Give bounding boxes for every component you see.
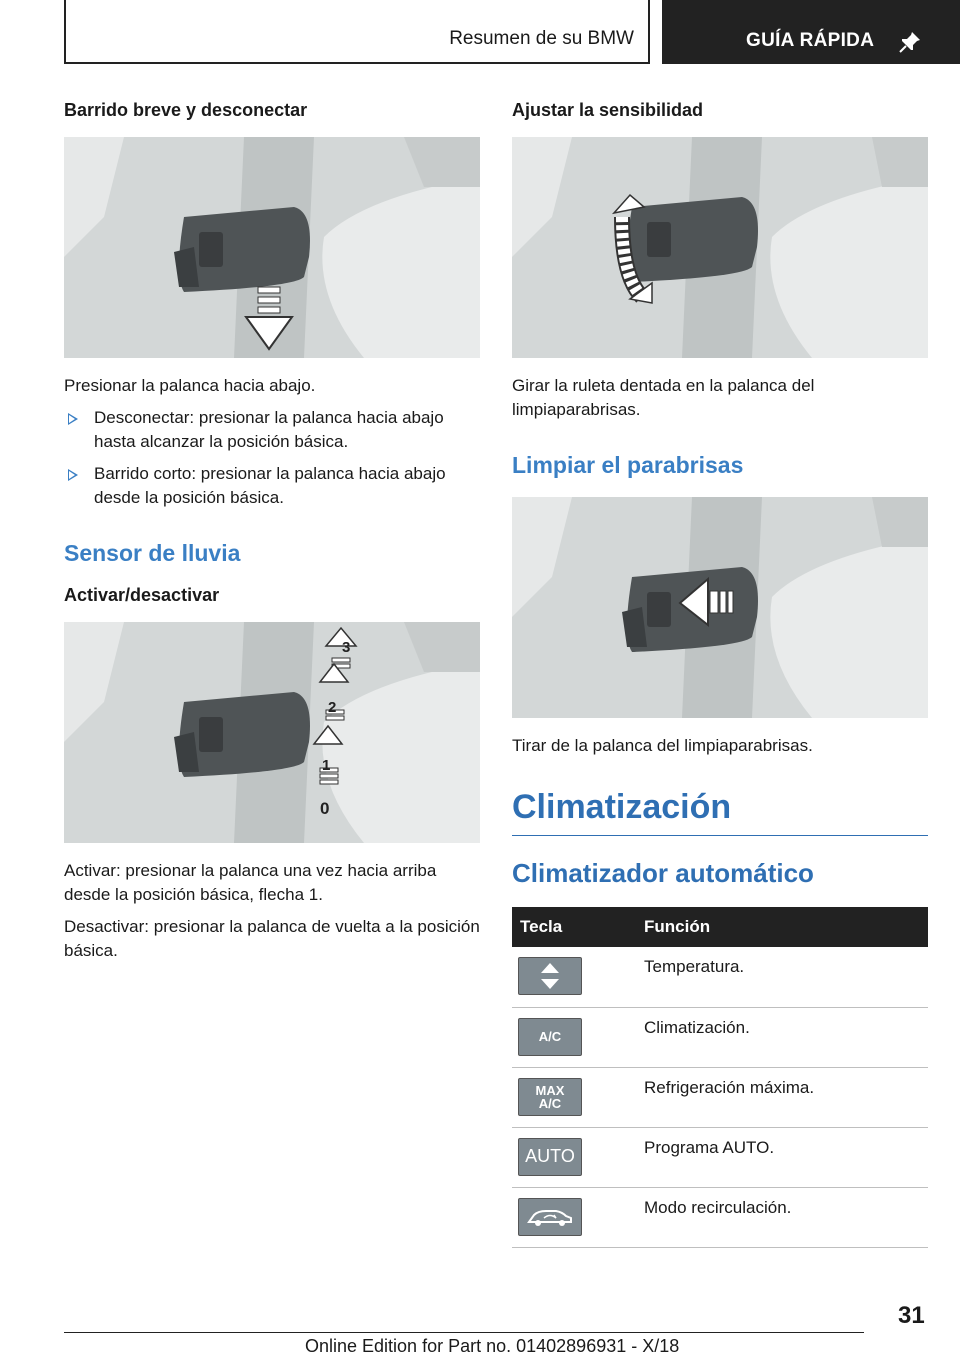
figure-label-0: 0 bbox=[320, 799, 330, 818]
header-section-box bbox=[64, 0, 650, 64]
climate-keys-table bbox=[512, 907, 928, 1248]
pushpin-icon bbox=[898, 30, 922, 54]
function-auto: Programa AUTO. bbox=[636, 1127, 928, 1187]
table-row bbox=[512, 947, 928, 1007]
function-temperature: Temperatura. bbox=[636, 947, 928, 1007]
temperature-arrows-icon bbox=[518, 957, 582, 995]
heading-activate: Activar/desactivar bbox=[64, 585, 220, 605]
paragraph-push-down: Presionar la palanca hacia abajo. bbox=[64, 376, 316, 395]
column-header-key: Tecla bbox=[512, 907, 636, 947]
function-climate: Climatización. bbox=[636, 1007, 928, 1067]
paragraph-pull-lever: Tirar de la palanca del limpiaparabrisas. bbox=[512, 736, 813, 755]
table-row bbox=[512, 1007, 928, 1067]
header-chapter-box bbox=[662, 0, 960, 64]
table-row bbox=[512, 1067, 928, 1127]
table-row bbox=[512, 1187, 928, 1247]
figure-label-2: 2 bbox=[328, 699, 337, 716]
figure-label-3: 3 bbox=[342, 639, 351, 656]
section-rain-sensor: Sensor de lluvia bbox=[64, 540, 241, 566]
page-number: 31 bbox=[898, 1302, 925, 1329]
bullet-short-wipe: Barrido corto: presionar la palanca hacia abajo desde la posición básica. bbox=[64, 462, 480, 510]
paragraph-activate: Activar: presionar la palanca una vez hacia arriba desde la posición básica, flecha 1. bbox=[64, 861, 437, 904]
footer-divider bbox=[64, 1332, 864, 1333]
left-column bbox=[64, 100, 480, 963]
heading-sensitivity: Ajustar la sensibilidad bbox=[512, 100, 704, 120]
paragraph-rotate-wheel: Girar la ruleta dentada en la palanca del limpiaparabrisas. bbox=[512, 376, 815, 419]
chapter-climate: Climatización bbox=[512, 788, 928, 836]
figure-lever-pull bbox=[512, 497, 928, 718]
bullet-disconnect: Desconectar: presionar la palanca hacia abajo hasta alcanzar la posición básica. bbox=[64, 406, 480, 454]
subchapter-auto-climate: Climatizador automático bbox=[512, 858, 814, 888]
recirculation-car-icon bbox=[518, 1198, 582, 1236]
figure-wheel-rotate bbox=[512, 137, 928, 358]
header-section-title: Resumen de su BMW bbox=[449, 28, 634, 49]
heading-short-wipe: Barrido breve y desconectar bbox=[64, 100, 308, 120]
function-recirculation: Modo recirculación. bbox=[636, 1187, 928, 1247]
table-row bbox=[512, 1127, 928, 1187]
footer-edition: Online Edition for Part no. 01402896931 - X/18 bbox=[305, 1336, 680, 1356]
function-max-cooling: Refrigeración máxima. bbox=[636, 1067, 928, 1127]
figure-lever-up bbox=[64, 622, 480, 843]
bullet-triangle-icon bbox=[68, 469, 78, 481]
header-chapter-title: GUÍA RÁPIDA bbox=[746, 30, 875, 51]
paragraph-deactivate: Desactivar: presionar la palanca de vuelta a la posición básica. bbox=[64, 917, 480, 960]
max-ac-key-icon: MAX A/C bbox=[518, 1078, 582, 1116]
figure-label-1: 1 bbox=[322, 757, 331, 774]
table-header bbox=[512, 907, 928, 947]
column-header-function: Función bbox=[636, 907, 928, 947]
auto-key-icon: AUTO bbox=[518, 1138, 582, 1176]
section-clean-windscreen: Limpiar el parabrisas bbox=[512, 452, 744, 478]
figure-lever-down bbox=[64, 137, 480, 358]
bullet-triangle-icon bbox=[68, 413, 78, 425]
ac-key-icon: A/C bbox=[518, 1018, 582, 1056]
right-column bbox=[512, 100, 928, 1248]
